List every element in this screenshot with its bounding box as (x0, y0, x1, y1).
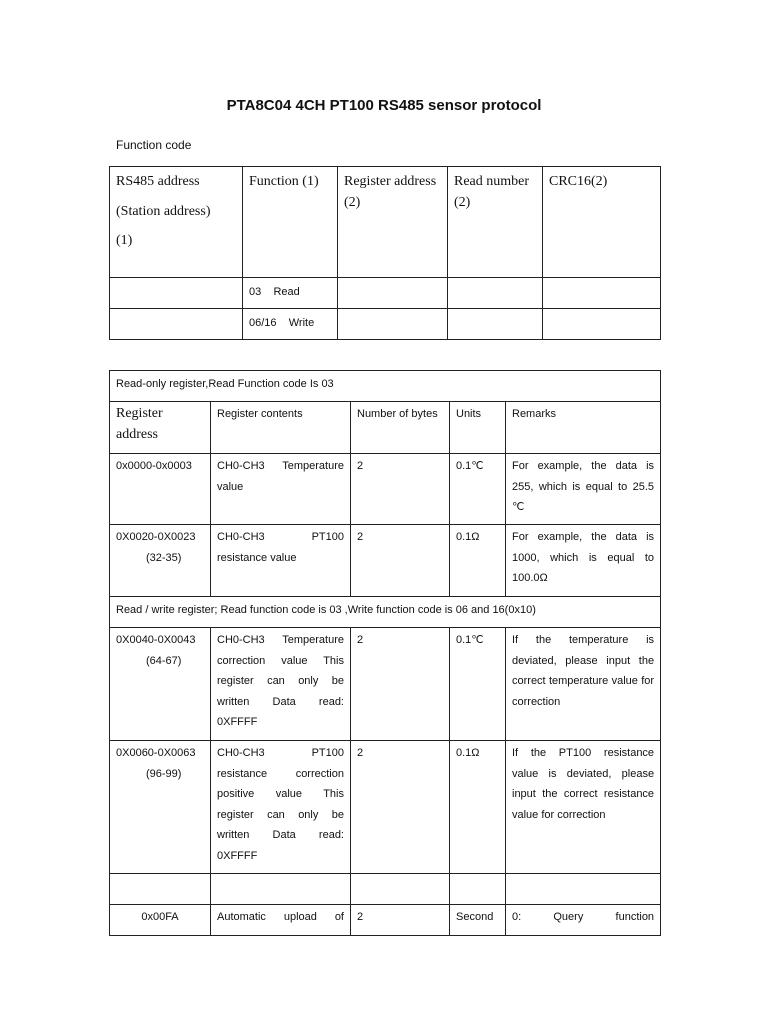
bytes-cell: 2 (351, 741, 450, 874)
header-number-of-bytes: Number of bytes (351, 402, 450, 454)
header-text: (1) (116, 233, 133, 248)
register-address-cell (110, 525, 211, 597)
register-address: 0x0000-0x0003 (116, 460, 192, 472)
bytes-cell: 2 (351, 628, 450, 741)
table-header-row (110, 167, 661, 278)
bytes-cell: 2 (351, 454, 450, 525)
table-cell (338, 278, 448, 309)
header-register-contents: Register contents (211, 402, 351, 454)
section-read-write: Read / write register; Read function code is 03 ,Write function code is 06 and 16(0x10) (110, 597, 661, 628)
table-cell (448, 309, 543, 340)
table-cell (448, 278, 543, 309)
register-address-decimal: (96-99) (146, 767, 182, 780)
header-register-address: Register address (110, 402, 211, 454)
remarks-cell: If the PT100 resistance value is deviated, please input the correct resistance value for correction (506, 741, 661, 874)
units-cell: 0.1℃ (450, 454, 506, 525)
header-crc16: CRC16(2) (543, 167, 661, 278)
table-cell (110, 278, 243, 309)
section-read-only: Read-only register,Read Function code Is 03 (110, 371, 661, 402)
register-contents-cell: CH0-CH3 Temperature correction value This register can only be written Data read: 0XFFFF (211, 628, 351, 741)
table-cell (506, 874, 661, 905)
table-cell (338, 309, 448, 340)
function-code-table (109, 166, 661, 340)
table-row (110, 454, 661, 525)
register-address: 0X0040-0X0043 (116, 634, 196, 646)
header-register-address: Register address (2) (338, 167, 448, 278)
register-address-cell: 0x00FA (110, 905, 211, 936)
remarks-cell: If the temperature is deviated, please input the correct temperature value for correction (506, 628, 661, 741)
header-rs485-address (110, 167, 243, 278)
bytes-cell: 2 (351, 905, 450, 936)
header-remarks: Remarks (506, 402, 661, 454)
page-title: PTA8C04 4CH PT100 RS485 sensor protocol (226, 97, 542, 114)
register-address-cell (110, 628, 211, 741)
table-row (110, 309, 661, 340)
table-cell (110, 309, 243, 340)
register-address-decimal: (64-67) (146, 654, 182, 667)
table-row (110, 278, 661, 309)
register-contents-cell: CH0-CH3 PT100 resistance value (211, 525, 351, 597)
register-contents-cell: CH0-CH3 PT100 resistance correction positive value This register can only be written Data read: 0XFFFF (211, 741, 351, 874)
header-function: Function (1) (243, 167, 338, 278)
register-contents-cell: Automatic upload of (211, 905, 351, 936)
table-row (110, 905, 661, 936)
table-header-row (110, 402, 661, 454)
table-row (110, 628, 661, 741)
register-address-cell (110, 741, 211, 874)
header-text: (Station address) (116, 204, 211, 219)
function-read-cell: 03 Read (243, 278, 338, 309)
header-text: RS485 address (116, 174, 200, 189)
table-row (110, 525, 661, 597)
table-cell (543, 278, 661, 309)
register-table (109, 370, 661, 936)
register-contents-cell: CH0-CH3 Temperature value (211, 454, 351, 525)
remarks-cell: For example, the data is 255, which is equal to 25.5 ℃ (506, 454, 661, 525)
bytes-cell: 2 (351, 525, 450, 597)
section-row (110, 371, 661, 402)
table-row-empty (110, 874, 661, 905)
section-row (110, 597, 661, 628)
function-code-label: Function code (116, 138, 192, 152)
register-address: 0X0020-0X0023 (116, 531, 196, 543)
header-units: Units (450, 402, 506, 454)
remarks-cell: 0: Query function (506, 905, 661, 936)
header-read-number: Read number (2) (448, 167, 543, 278)
table-cell (211, 874, 351, 905)
units-cell: 0.1Ω (450, 525, 506, 597)
register-address: 0X0060-0X0063 (116, 747, 196, 759)
register-address-decimal: (32-35) (146, 551, 182, 564)
units-cell: 0.1Ω (450, 741, 506, 874)
table-cell (450, 874, 506, 905)
units-cell: Second (450, 905, 506, 936)
register-address-cell (110, 454, 211, 525)
units-cell: 0.1℃ (450, 628, 506, 741)
function-write-cell: 06/16 Write (243, 309, 338, 340)
table-cell (110, 874, 211, 905)
table-cell (543, 309, 661, 340)
remarks-cell: For example, the data is 1000, which is equal to 100.0Ω (506, 525, 661, 597)
table-row (110, 741, 661, 874)
table-cell (351, 874, 450, 905)
